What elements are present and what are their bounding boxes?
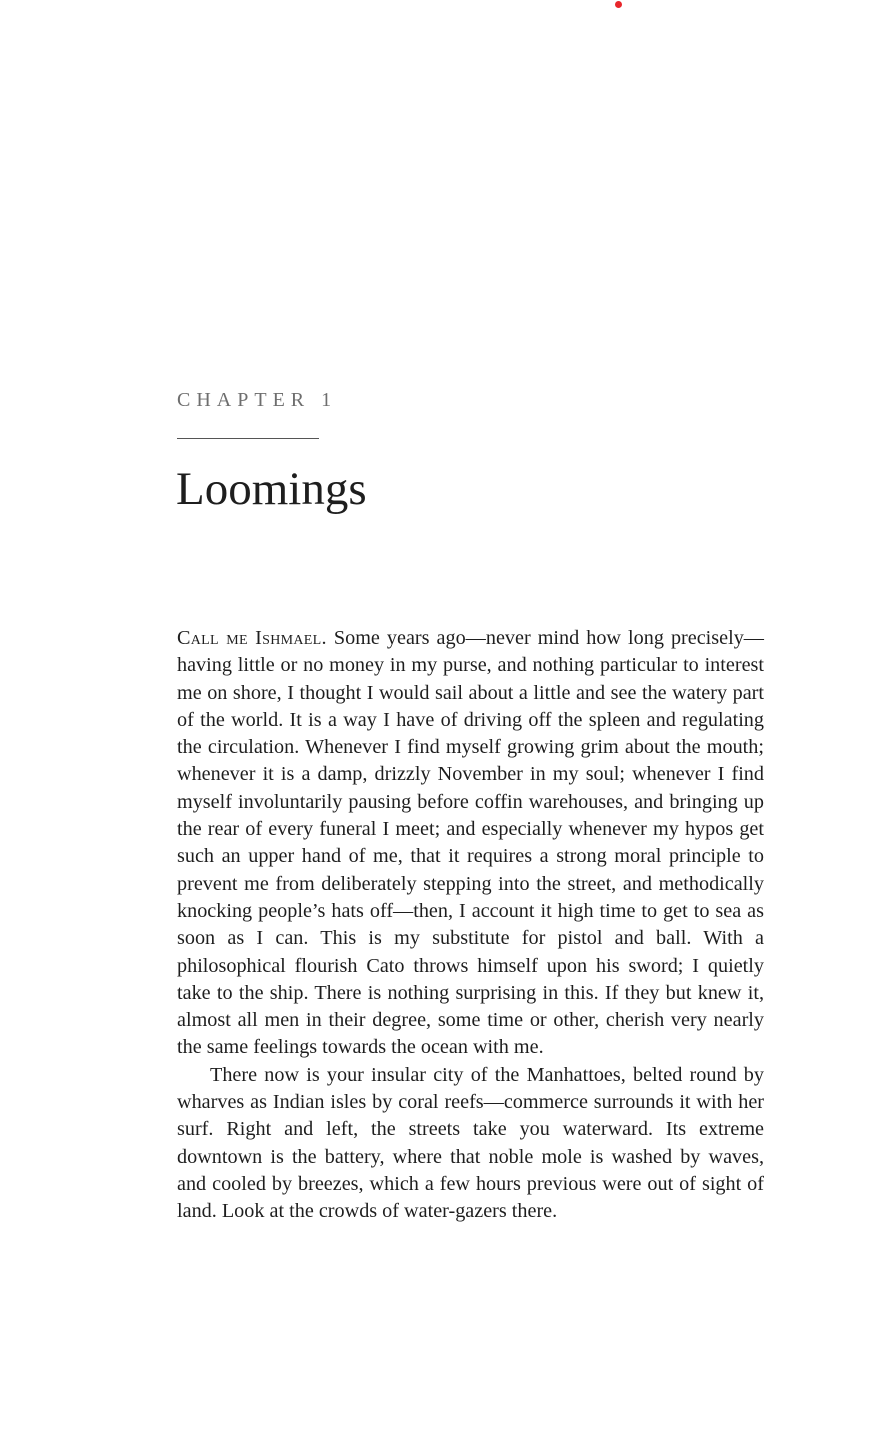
chapter-title: Loomings [176,463,367,515]
red-dot-indicator [615,1,622,8]
chapter-body [177,625,764,1226]
paragraph-2 [177,1062,764,1226]
opening-smallcaps: Call me Ishmael. [177,627,327,649]
chapter-divider [177,438,319,439]
paragraph-1 [177,625,764,1062]
paragraph-1-text: Some years ago—never mind how long precisely—having little or no money in my purse, and nothing particular to interest me on shore, I thought I would sail about a little and see the watery part of the world. It is a way I have of driving off the spleen and regulating the circulation. Whenever I find myself growing grim about the mouth; whenever it is a damp, drizzly November in my soul; whenever I find myself involuntarily pausing before coffin warehouses, and bringing up the rear of every funeral I meet; and especially whenever my hypos get such an upper hand of me, that it requires a strong moral principle to prevent me from deliberately stepping into the street, and methodically knocking people’s hats off—then, I account it high time to get to sea as soon as I can. This is my substitute for pistol and ball. With a philosophical flourish Cato throws himself upon his sword; I quietly take to the ship. There is nothing surprising in this. If they but knew it, almost all men in their degree, some time or other, cherish very nearly the same feelings towards the ocean with me. [177,627,764,1059]
paragraph-2-text: There now is your insular city of the Manhattoes, belted round by wharves as Indian isles by coral reefs—commerce surrounds it with her surf. Right and left, the streets take you waterward. Its extreme downtown is the battery, where that noble mole is washed by waves, and cooled by breezes, which a few hours previous were out of sight of land. Look at the crowds of water-gazers there. [177,1063,764,1223]
chapter-label: CHAPTER 1 [177,389,338,411]
